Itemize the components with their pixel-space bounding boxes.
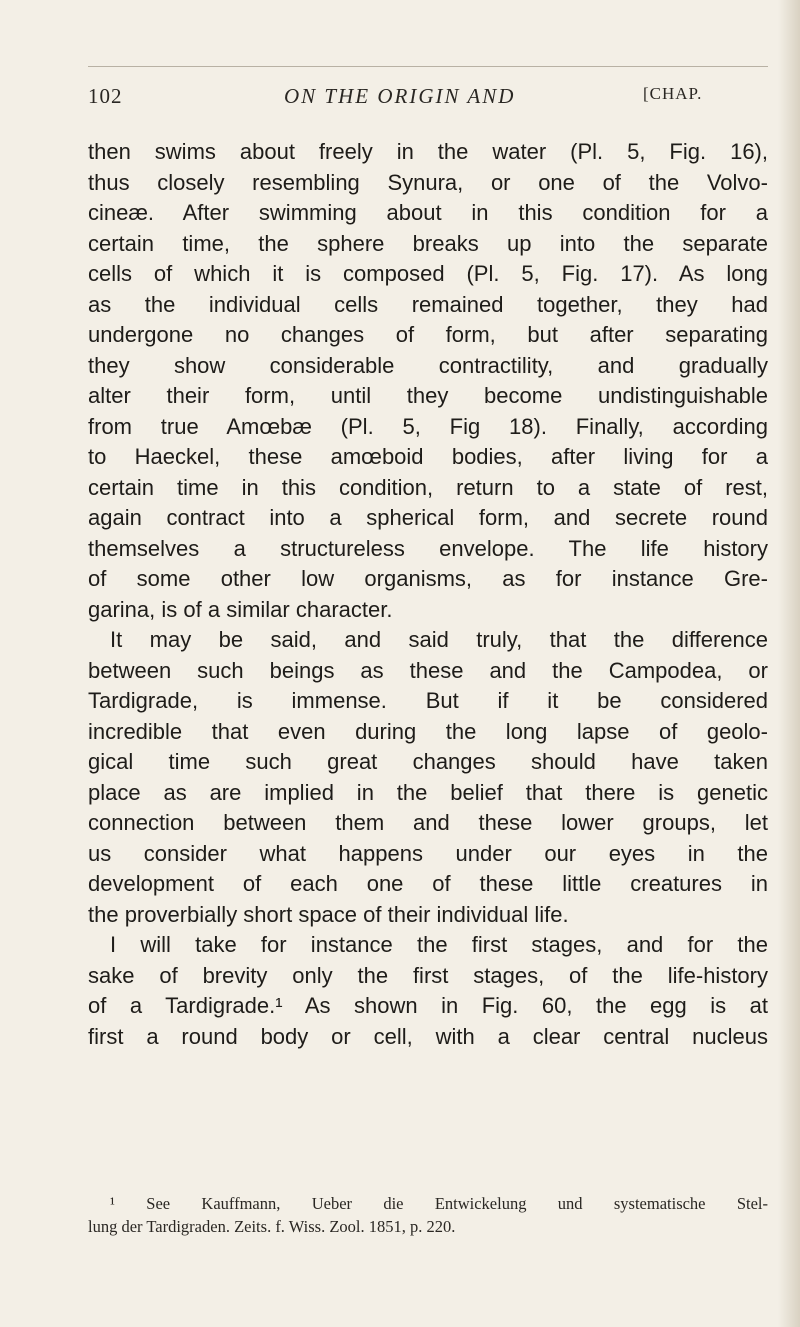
- text-line: cineæ. After swimming about in this condition for a: [88, 200, 768, 225]
- footnote-line: lung der Tardigraden. Zeits. f. Wiss. Zool. 1851, p. 220.: [88, 1217, 456, 1236]
- text-line: undergone no changes of form, but after separating: [88, 322, 768, 347]
- text-line: alter their form, until they become undistinguishable: [88, 383, 768, 408]
- text-line: place as are implied in the belief that there is genetic: [88, 779, 768, 805]
- text-line: garina, is of a similar character.: [88, 596, 393, 622]
- text-line: connection between them and these lower groups, let: [88, 810, 768, 835]
- text-line: between such beings as these and the Campodea, or: [88, 657, 768, 683]
- body-text: [88, 137, 768, 1052]
- text-line: again contract into a spherical form, and secrete round: [88, 505, 768, 530]
- running-title: ON THE ORIGIN AND: [284, 84, 516, 108]
- text-line: us consider what happens under our eyes in the: [88, 840, 768, 866]
- text-line: to Haeckel, these amœboid bodies, after living for a: [88, 444, 768, 469]
- text-line: of some other low organisms, as for instance Gre-: [88, 566, 768, 591]
- footnote: [88, 1192, 768, 1238]
- text-line: I will take for instance the first stages, and for the: [110, 932, 768, 957]
- text-line: from true Amœbæ (Pl. 5, Fig 18). Finally, according: [88, 413, 768, 439]
- text-line: of a Tardigrade.¹ As shown in Fig. 60, the egg is at: [88, 993, 768, 1018]
- text-line: incredible that even during the long lapse of geolo-: [88, 718, 768, 744]
- text-line: the proverbially short space of their individual life.: [88, 901, 569, 927]
- text-line: sake of brevity only the first stages, of the life-history: [88, 962, 768, 988]
- text-line: as the individual cells remained together, they had: [88, 291, 768, 317]
- text-line: development of each one of these little creatures in: [88, 871, 768, 896]
- text-line: first a round body or cell, with a clear central nucleus: [88, 1023, 768, 1049]
- chapter-marker: [CHAP.: [643, 84, 703, 103]
- top-rule: [88, 66, 768, 67]
- page-number: 102: [88, 84, 123, 108]
- text-line: themselves a structureless envelope. The life history: [88, 535, 768, 561]
- text-line: certain time, the sphere breaks up into the separate: [88, 230, 768, 256]
- text-line: It may be said, and said truly, that the difference: [110, 627, 768, 652]
- text-line: thus closely resembling Synura, or one of the Volvo-: [88, 169, 768, 195]
- text-line: they show considerable contractility, and gradually: [88, 352, 768, 378]
- text-line: Tardigrade, is immense. But if it be considered: [88, 688, 768, 713]
- text-line: certain time in this condition, return to a state of rest,: [88, 474, 768, 500]
- page-edge-shadow: [778, 0, 800, 1327]
- running-head: [88, 84, 768, 114]
- text-line: cells of which it is composed (Pl. 5, Fig. 17). As long: [88, 261, 768, 286]
- text-line: then swims about freely in the water (Pl. 5, Fig. 16),: [88, 139, 768, 164]
- text-line: gical time such great changes should have taken: [88, 749, 768, 774]
- footnote-line: ¹ See Kauffmann, Ueber die Entwickelung und systematische Stel-: [110, 1194, 768, 1213]
